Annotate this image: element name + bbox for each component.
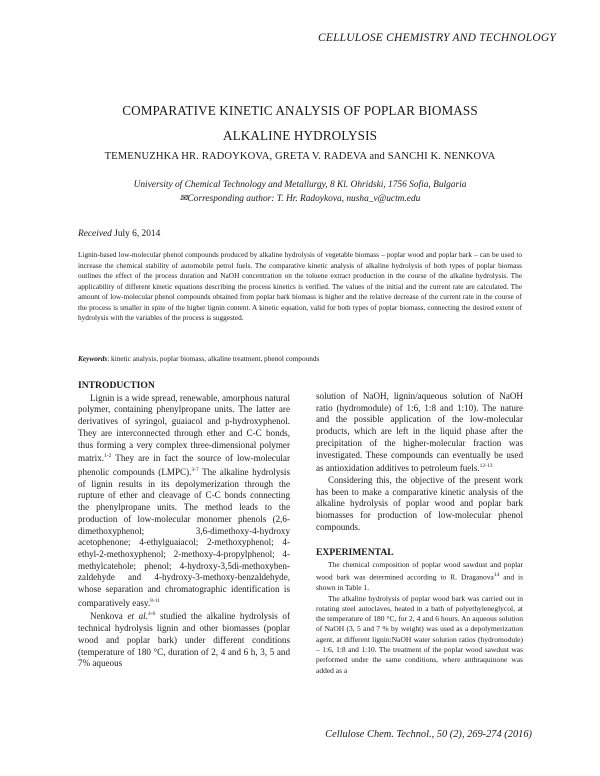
abstract: Lignin-based low-molecular phenol compounds produced by alkaline hydrolysis of vegetable biomass – poplar wood and poplar bark – can be used to increase the chemical stability of automobile petrol fuels. The comparative kinetic analysis of alkaline hydrolysis of both types of poplar biomass outlines the effect of the process duration and NaOH concentration on the toluene extract production in the course of the alkaline hydrolysis. The applicability of different kinetic equations describing the process kinetics is verified. The values of the initial and the current rate are calculated. The amount of low-molecular phenol compounds obtained from poplar bark biomass is higher and the relative decrease of the current rate in the course of the process is smaller in spite of the higher lignin content. A kinetic equation, valid for both types of poplar biomass, connecting the desired extent of hydrolysis with the variables of the process is suggested. (78, 250, 522, 322)
title-line-1: COMPARATIVE KINETIC ANALYSIS OF POPLAR BIOMASS (122, 103, 478, 118)
intro-paragraph-2-continued (316, 391, 523, 475)
received-value: July 6, 2014 (114, 229, 161, 239)
citation-ref: 4-6 (147, 611, 156, 618)
keywords (78, 354, 319, 363)
keywords-label: Keywords (78, 354, 108, 363)
citation-ref: 14 (493, 572, 500, 579)
section-heading-introduction: INTRODUCTION (78, 380, 155, 391)
affiliation: University of Chemical Technology and Metallurgy, 8 Kl. Ohridski, 1756 Sofia, Bulgaria (133, 180, 467, 190)
exp-p1-part-b: and is shown in Table 1. (316, 572, 523, 593)
intro-paragraph-1 (78, 393, 290, 610)
received-date (78, 229, 160, 239)
title-line-2: ALKALINE HYDROLYSIS (222, 128, 378, 143)
intro-paragraph-3: Considering this, the objective of the present work has been to make a comparative kinetic analysis of the alkaline hydrolysis of poplar wood and poplar bark biomasses for production of low-molecular phenol compounds. (316, 474, 523, 532)
citation-ref: 3-7 (191, 466, 199, 473)
citation-footer: Cellulose Chem. Technol., 50 (2), 269-274 (2016) (325, 729, 532, 740)
intro-p2-text: studied the alkaline hydrolysis of technical hydrolysis lignin and other biomasses (poplar wood and poplar bark) under different conditions (temperature of 180 °C, duration of 2, 4 and 6 h, 3, 5 and 7% aqueous (78, 611, 291, 669)
keywords-text: : kinetic analysis, poplar biomass, alkaline treatment, phenol compounds (107, 354, 320, 363)
journal-header: CELLULOSE CHEMISTRY AND TECHNOLOGY (317, 32, 556, 44)
intro-paragraph-2 (78, 609, 290, 670)
exp-p1-part-a: The chemical composition of poplar wood sawdust and poplar wood bark was determined according to R. Draganova (316, 560, 523, 582)
authors: TEMENUZHKA HR. RADOYKOVA, GRETA V. RADEVA and SANCHI K. NENKOVA (104, 151, 496, 162)
experimental-paragraph-2: The alkaline hydrolysis of poplar wood bark was carried out in rotating steel autoclaves, heated in a bath of polyethyleneglycol, at the temperature of 180 °C, for 2, 4 and 6 hours. An aqueous solution of NaOH (3, 5 and 7 % by weight) was used as a depolymerization agent, at different lignin:NaOH water solution ratios (hydromodule) – 1:6, 1:8 and 1:10. The treatment of the poplar wood sawdust was performed under the same conditions, where anthraquinone was added as a (316, 593, 523, 675)
citation-ref: 12-13 (479, 463, 493, 470)
experimental-paragraph-1 (316, 560, 523, 593)
section-heading-experimental: EXPERIMENTAL (316, 547, 394, 559)
intro-p1-part-a: Lignin is a wide spread, renewable, amorphous natural polymer, containing phenylpropane units. The latter are derivatives of syringol, guaiacol and p-hydroxyphenol. They are interconnected through ether and C-C bonds, thus forming a very complex three-dimensional polymer matrix. (78, 392, 290, 464)
affiliation-block (40, 179, 560, 206)
corresponding-author: ✉Corresponding author: T. Hr. Radoykova, nusha_v@uctm.edu (179, 193, 421, 204)
citation-ref: 8-11 (150, 597, 161, 604)
citation-ref: 1-2 (104, 453, 112, 460)
right-column (316, 391, 523, 676)
intro-p2-name: Nenkova (90, 611, 123, 622)
received-label: Received (78, 229, 112, 239)
left-column (78, 380, 290, 670)
intro-p2-etal: et al. (127, 611, 148, 622)
intro-p1-part-b: They are in fact the source of low-molecular phenolic compounds (LMPC). (78, 453, 290, 477)
intro-r1-text: solution of NaOH, lignin/aqueous solution of NaOH ratio (hydromodule) of 1:6, 1:8 and 1:10). The nature and the possible application of the low-molecular products, which are left in the liquid phase after the precipitation of the higher-molecular fraction was investigated. These compounds can eventually be used as antioxidation additives to petroleum fuels. (316, 391, 523, 474)
intro-p1-part-c: The alkaline hydrolysis of lignin results in its depolymerization through the rupture of ether and cleavage of C-C bonds connecting the phenylpropane units. The method leads to the production of low-molecular monomer phenols (2,6-dimethoxyphenol; 3,6-dimethoxy-4-hydroxy acetophenone; 4-ethylguaiacol; 2-methoxyphenol; 4-ethyl-2-methoxyphenol; 2-methoxy-4-propylphenol; 4-methylcatehole; phenol; 4-hydroxy-3,5di-methoxyben-zaldehyde and 4-hydroxy-3-methoxy-benzaldehyde, whose separation and chromatographic identification is comparatively easy. (78, 466, 290, 608)
paper-title (40, 98, 560, 148)
